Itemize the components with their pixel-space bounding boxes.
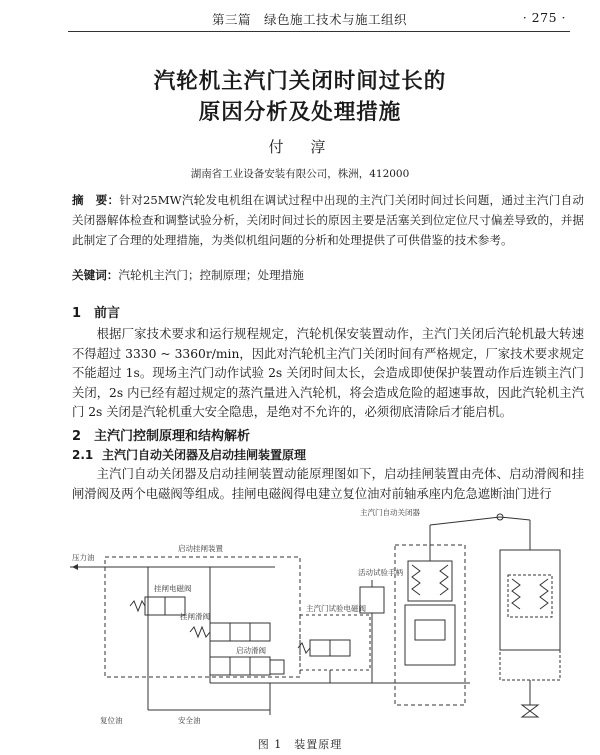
label-pressure-oil: 压力油 [72,553,95,562]
abstract-label: 摘 要： [72,193,120,207]
abstract-text: 针对25MW汽轮发电机组在调试过程中出现的主汽门关闭时间过长问题，通过主汽门自动关闭器解体检查和调整试验分析，关闭时间过长的原因主要是活塞关到位定位尺寸偏差导致的，并据此制定了合理的处理措施，为类似机组问题的分析和处理提供了可供借鉴的技术参考。 [72,193,584,247]
section-number: 1 [72,306,82,321]
label-latch-solenoid: 挂闸电磁阀 [154,584,192,593]
keywords-text: 汽轮机主汽门；控制原理；处理措施 [118,268,304,282]
subsection-number: 2.1 [72,448,94,462]
subsection-heading-2-1 [72,446,306,463]
section-title: 前言 [94,306,121,321]
section-title: 主汽门控制原理和结构解析 [94,429,251,444]
page-number: · 275 · [522,10,566,25]
author-affiliation: 湖南省工业设备安装有限公司，株洲，412000 [190,168,410,180]
label-startup-latch: 启动挂闸装置 [178,544,223,553]
label-safety-oil: 安全油 [178,716,201,725]
label-latch-spool: 挂闸滑阀 [180,612,210,621]
label-reset-oil: 复位油 [100,716,123,725]
section-1-paragraph: 根据厂家技术要求和运行规程规定，汽轮机保安装置动作，主汽门关闭后汽轮机最大转速不得超过 3330 ~ 3360r/min，因此对汽轮机主汽门关闭时间有严格规定，厂家技术要求规定不能超过 1s。现场主汽门动作试验 2s 关闭时间太长，会造成即使保护装置动作后连锁主汽门关闭，2s 内已经有超过规定的蒸汽量进入汽轮机，将会造成危险的超速事故，因此汽轮机主汽门 2s 关闭是汽轮机重大安全隐患，是绝对不允许的，必须彻底清除后才能启机。 [72,327,584,419]
running-header-section: 第三篇 绿色施工技术与施工组织 [212,12,408,27]
section-number: 2 [72,429,82,444]
schematic-diagram [60,505,595,730]
header-rule [68,31,570,32]
section-heading-2 [72,425,250,444]
keywords-label: 关键词： [72,268,119,282]
author-name: 付 淳 [268,138,332,156]
subsection-2-1-paragraph: 主汽门自动关闭器及启动挂闸装置动能原理图如下，启动挂闸装置由壳体、启动滑阀和挂闸滑阀及两个电磁阀等组成。挂闸电磁阀得电建立复位油对前轴承座内危急遮断油门进行 [72,467,584,501]
label-main-valve-closer: 主汽门自动关闭器 [360,508,420,517]
figure-caption: 图 1 装置原理 [257,738,343,751]
label-test-handle: 活动试验手柄 [358,568,403,577]
abstract [72,190,584,250]
section-heading-1 [72,302,120,321]
label-test-solenoid: 主汽门试验电磁阀 [306,604,366,613]
label-startup-spool: 启动滑阀 [236,646,266,655]
keywords [72,267,304,283]
figure-1-schematic [60,505,595,730]
subsection-title: 主汽门自动关闭器及启动挂闸装置原理 [102,448,307,462]
article-title-line-2: 原因分析及处理措施 [198,100,402,125]
article-title-line-1: 汽轮机主汽门关闭时间过长的 [153,69,447,94]
